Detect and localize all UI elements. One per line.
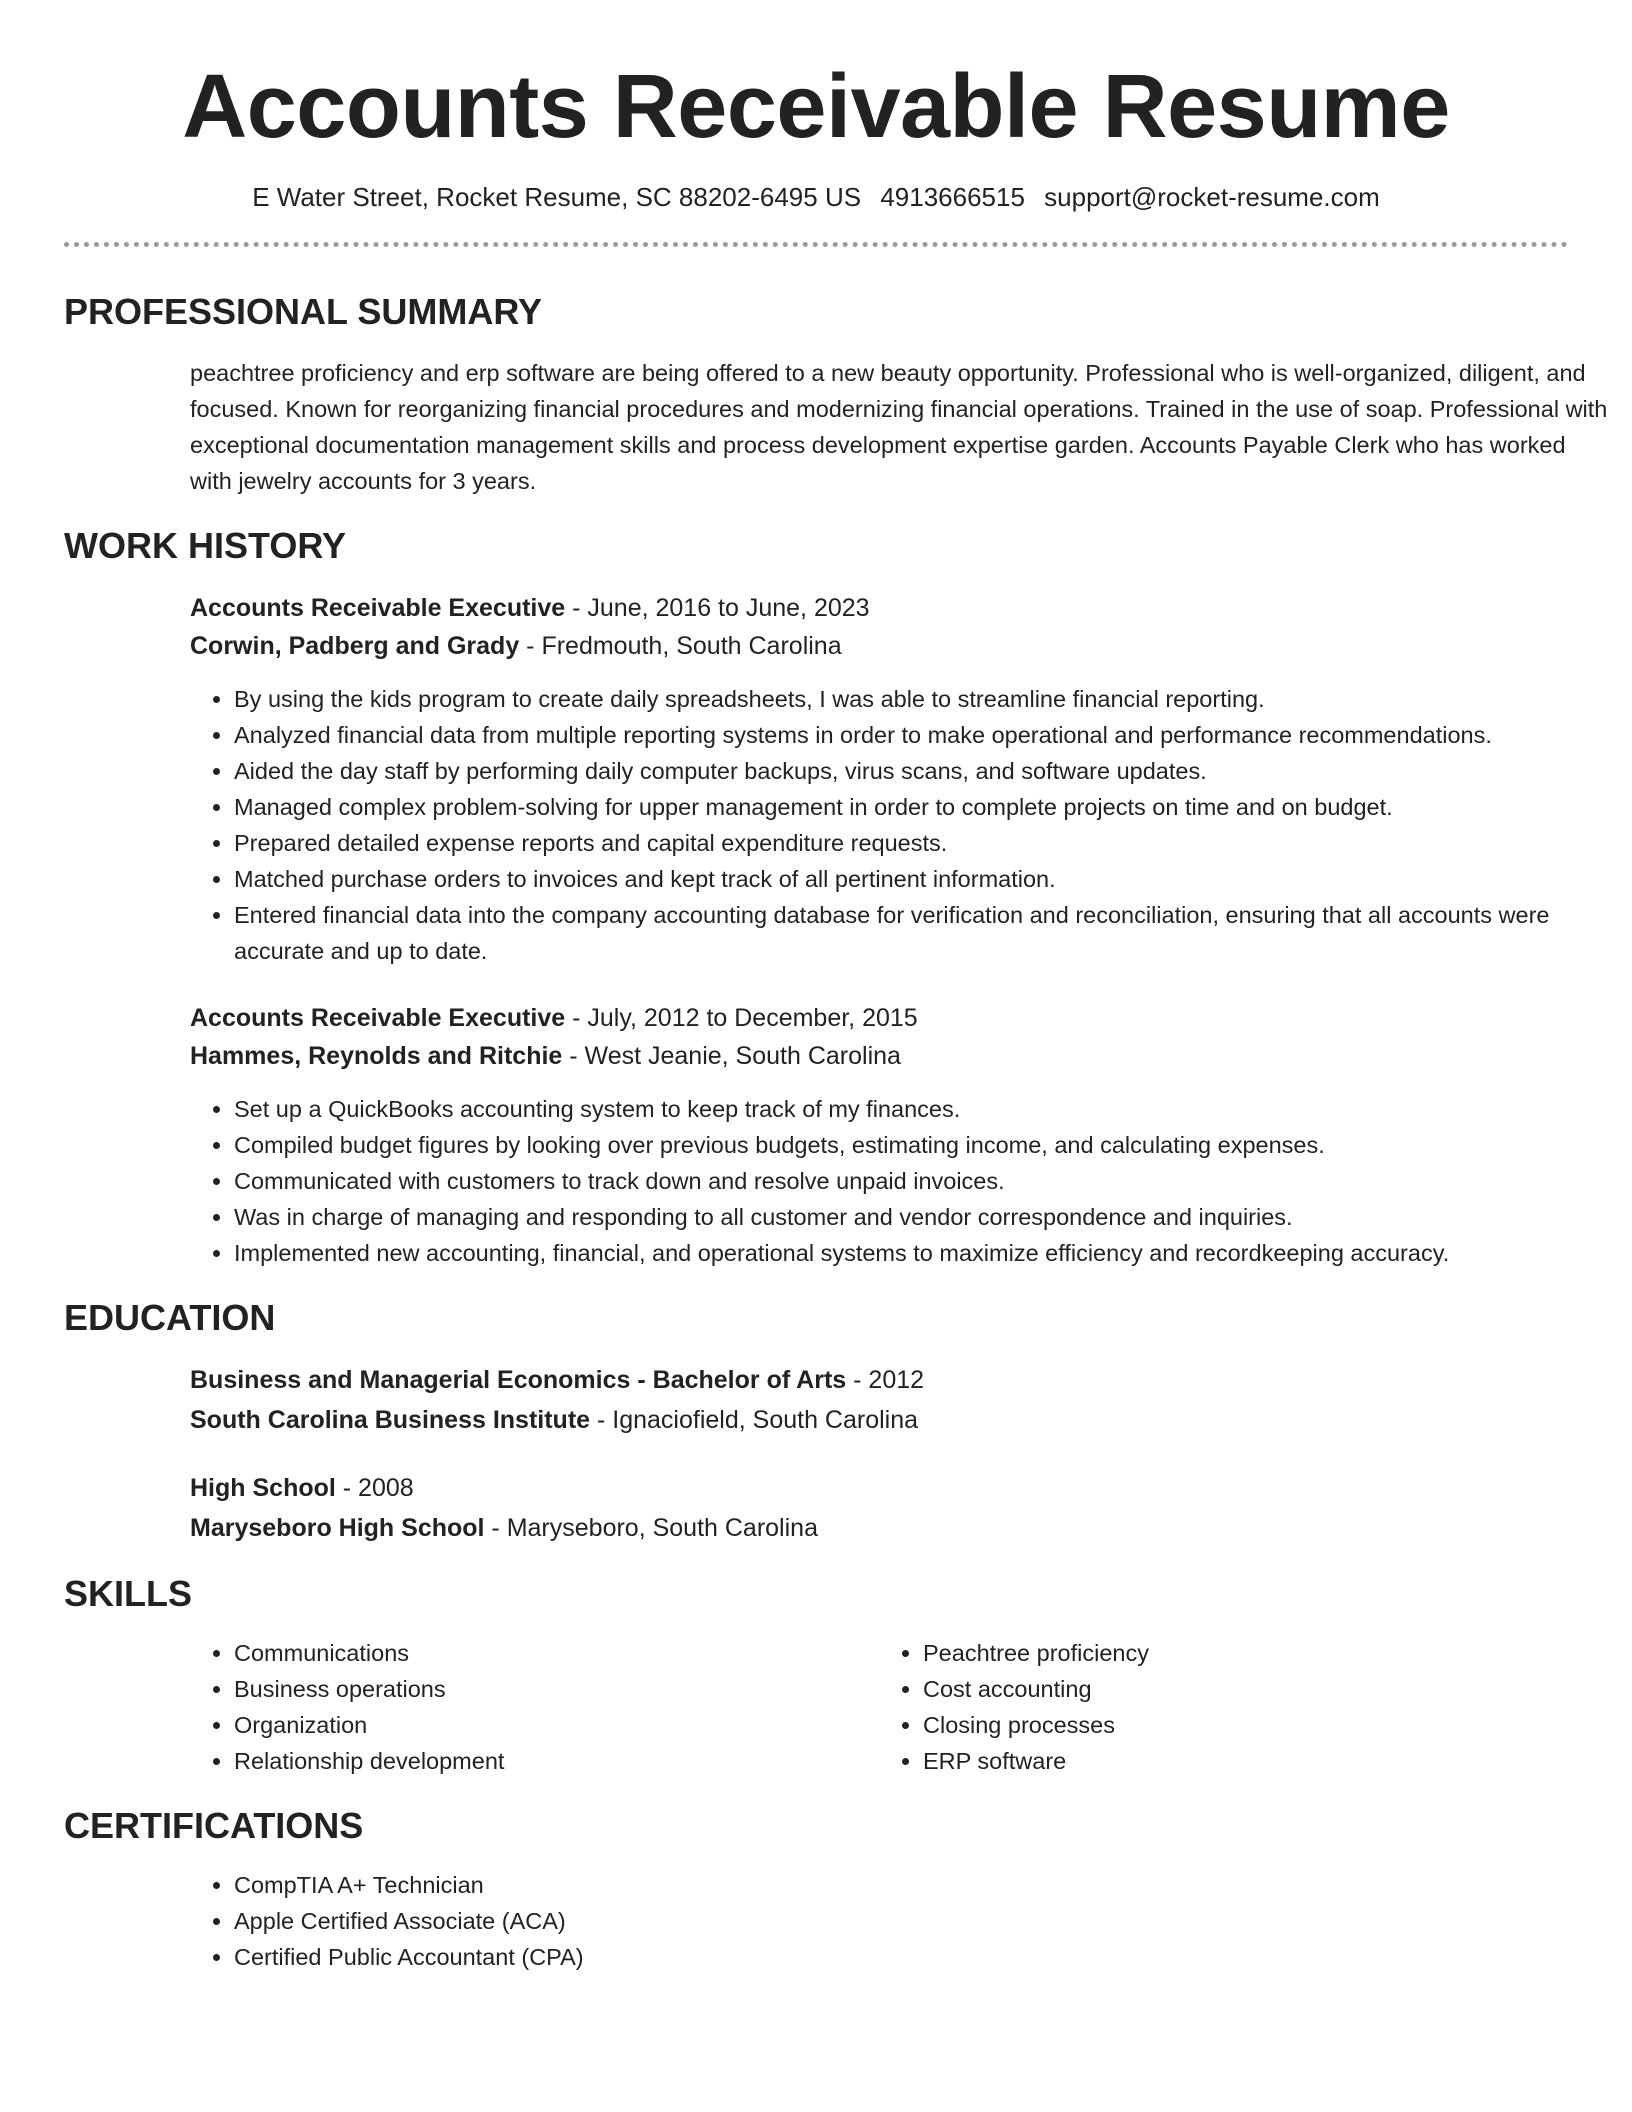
contact-email[interactable]: support@rocket-resume.com <box>1044 182 1380 212</box>
job-location: - West Jeanie, South Carolina <box>562 1042 901 1070</box>
degree: High School <box>190 1474 336 1502</box>
summary-text: peachtree proficiency and erp software are being offered to a new beauty opportunity. Professional who is well-organized, diligent, and focused. Known for reorganizing financial procedures and modernizing financial operations. Trained in the use of soap. Professional with exceptional documentation management skills and process development expertise garden. Accounts Payable Clerk who has worked with jewelry accounts for 3 years. <box>190 360 1608 494</box>
summary-heading: PROFESSIONAL SUMMARY <box>64 291 543 332</box>
list-item: • Organization <box>234 1707 879 1743</box>
certifications-list <box>190 1867 1568 1975</box>
skills-heading: SKILLS <box>64 1573 193 1614</box>
list-item: • Closing processes <box>923 1707 1568 1743</box>
job-company-line <box>190 627 1568 665</box>
job-title: Accounts Receivable Executive <box>190 1004 566 1032</box>
list-item: • By using the kids program to create daily spreadsheets, I was able to streamline financial reporting. <box>234 681 1568 717</box>
contact-line <box>64 180 1568 214</box>
job-company: Hammes, Reynolds and Ritchie <box>190 1042 563 1070</box>
list-item: • Set up a QuickBooks accounting system to keep track of my finances. <box>234 1091 1568 1127</box>
certifications-heading: CERTIFICATIONS <box>64 1805 364 1846</box>
list-item: • Communicated with customers to track down and resolve unpaid invoices. <box>234 1163 1568 1199</box>
school-location: - Maryseboro, South Carolina <box>484 1514 818 1542</box>
job-title-line <box>190 999 1568 1037</box>
school: Maryseboro High School <box>190 1514 485 1542</box>
skills-list-left <box>190 1635 879 1779</box>
list-item: • Compiled budget figures by looking over previous budgets, estimating income, and calculating expenses. <box>234 1127 1568 1163</box>
list-item: • Managed complex problem-solving for upper management in order to complete projects on time and on budget. <box>234 789 1568 825</box>
work-section <box>64 525 1568 1271</box>
job-title: Accounts Receivable Executive <box>190 594 566 622</box>
header-divider <box>64 242 1568 247</box>
degree-line <box>190 1361 1568 1399</box>
job-entry <box>190 999 1568 1271</box>
degree-year: - 2008 <box>335 1474 414 1502</box>
list-item: • Relationship development <box>234 1743 879 1779</box>
job-dates: - June, 2016 to June, 2023 <box>565 594 870 622</box>
skills-list-right <box>879 1635 1568 1779</box>
list-item: • Apple Certified Associate (ACA) <box>234 1903 1568 1939</box>
resume-title: Accounts Receivable Resume <box>182 57 1450 157</box>
education-entry <box>190 1469 1568 1547</box>
list-item: • Business operations <box>234 1671 879 1707</box>
job-duties-list <box>190 1091 1568 1271</box>
school-line <box>190 1401 1568 1439</box>
education-heading: EDUCATION <box>64 1297 276 1338</box>
school-location: - Ignaciofield, South Carolina <box>590 1406 919 1434</box>
work-heading: WORK HISTORY <box>64 525 347 566</box>
list-item: • CompTIA A+ Technician <box>234 1867 1568 1903</box>
list-item: • Matched purchase orders to invoices and kept track of all pertinent information. <box>234 861 1568 897</box>
list-item: • Prepared detailed expense reports and capital expenditure requests. <box>234 825 1568 861</box>
job-duties-list <box>190 681 1568 969</box>
job-title-line <box>190 589 1568 627</box>
list-item: • Cost accounting <box>923 1671 1568 1707</box>
list-item: • Was in charge of managing and responding to all customer and vendor correspondence and inquiries. <box>234 1199 1568 1235</box>
list-item: • Peachtree proficiency <box>923 1635 1568 1671</box>
list-item: • Implemented new accounting, financial, and operational systems to maximize efficiency and recordkeeping accuracy. <box>234 1235 1568 1271</box>
list-item: • Entered financial data into the company accounting database for verification and reconciliation, ensuring that all accounts were accurate and up to date. <box>234 897 1568 969</box>
skills-section <box>64 1573 1568 1779</box>
list-item: • ERP software <box>923 1743 1568 1779</box>
degree-line <box>190 1469 1568 1507</box>
certifications-section <box>64 1805 1568 1975</box>
education-section <box>64 1297 1568 1547</box>
job-dates: - July, 2012 to December, 2015 <box>565 1004 918 1032</box>
job-company-line <box>190 1037 1568 1075</box>
degree: Business and Managerial Economics - Bachelor of Arts <box>190 1366 847 1394</box>
list-item: • Analyzed financial data from multiple reporting systems in order to make operational and performance recommendations. <box>234 717 1568 753</box>
contact-phone: 4913666515 <box>880 182 1025 212</box>
list-item: • Communications <box>234 1635 879 1671</box>
skills-grid <box>190 1635 1568 1779</box>
degree-year: - 2012 <box>846 1366 925 1394</box>
contact-address: E Water Street, Rocket Resume, SC 88202-6495 US <box>252 182 862 212</box>
job-location: - Fredmouth, South Carolina <box>519 632 842 660</box>
education-entry <box>190 1361 1568 1439</box>
school: South Carolina Business Institute <box>190 1406 591 1434</box>
list-item: • Certified Public Accountant (CPA) <box>234 1939 1568 1975</box>
job-company: Corwin, Padberg and Grady <box>190 632 520 660</box>
job-entry <box>190 589 1568 969</box>
school-line <box>190 1509 1568 1547</box>
summary-section <box>64 291 1608 499</box>
list-item: • Aided the day staff by performing daily computer backups, virus scans, and software updates. <box>234 753 1568 789</box>
